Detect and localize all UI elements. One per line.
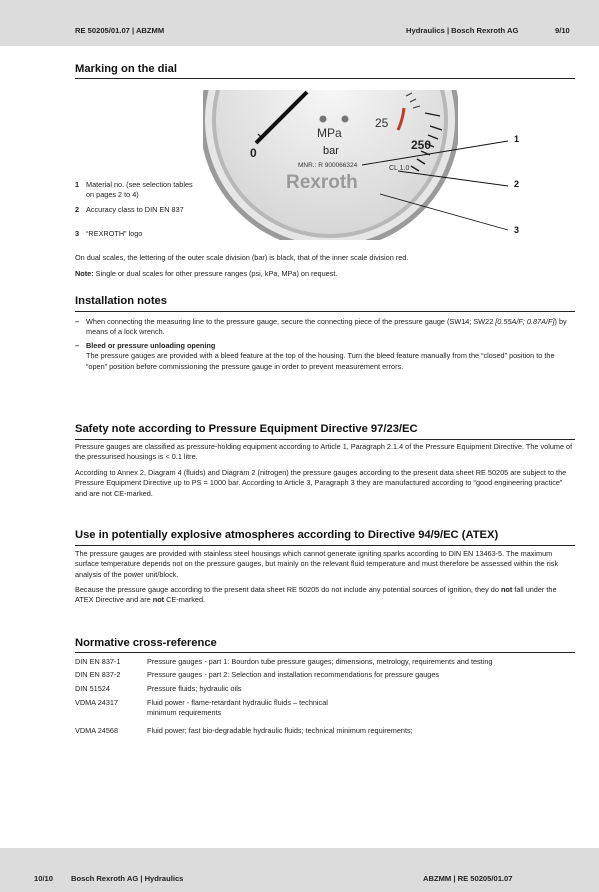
- section-title-safety: Safety note according to Pressure Equipment Directive 97/23/EC: [75, 423, 418, 435]
- installation-text-italic: [0.55A/F; 0.87A/F]: [495, 317, 555, 326]
- installation-item-text: [86, 317, 577, 338]
- atex-paragraph-1: The pressure gauges are provided with stainless steel housings which cannot generate igniting sparks according to DIN EN 13463-5. The maximum surface temperature depends not on the pressure gauges, but mainly on the relevant fluid temperature and must therefore be assessed within the risk analysis of the power unit/block.: [75, 549, 559, 579]
- gauge-scale-outer-max: 250: [411, 138, 432, 152]
- reference-description: Pressure gauges - part 1: Bourdon tube pressure gauges; dimensions, metrology, requirements and testing: [147, 657, 493, 666]
- dual-scale-paragraph: On dual scales, the lettering of the outer scale division (bar) is black, that of the inner scale division red.: [75, 253, 409, 262]
- installation-item: [75, 341, 577, 372]
- reference-code: DIN 51524: [75, 684, 110, 693]
- installation-text-b: ) by means of a lock wrench.: [86, 317, 567, 337]
- reference-row: [75, 684, 577, 695]
- gauge-accuracy-class: CL 1.0: [389, 165, 410, 172]
- gauge-unit-bar: bar: [323, 145, 339, 157]
- footer-page-number: 10/10: [34, 874, 54, 883]
- gauge-unit-mpa: MPa: [317, 126, 342, 140]
- safety-paragraph-1: Pressure gauges are classified as pressure-holding equipment according to Article 1, Paragraph 2.1.4 of the Pressure Equipment Directive. The volume of the pressurised housings is < 0.1 litre.: [75, 442, 573, 462]
- list-dash: –: [75, 317, 80, 326]
- legend-number: 2: [75, 205, 80, 214]
- reference-code: VDMA 24317: [75, 698, 118, 707]
- legend-number: 1: [75, 180, 80, 189]
- callout-3: 3: [514, 225, 520, 235]
- bleed-text: The pressure gauges are provided with a bleed feature at the top of the housing. Turn the bleed feature manually from the “closed” position to the “open” position before commissioning the pressure gauge in order to prevent measurement errors.: [86, 351, 555, 371]
- section-title-installation: Installation notes: [75, 295, 167, 307]
- installation-text-a: When connecting the measuring line to the pressure gauge, secure the connecting piece of the pressure gauge (SW14; SW22: [86, 317, 496, 326]
- legend-number: 3: [75, 229, 80, 238]
- dial-face: [216, 6, 444, 234]
- reference-description: Fluid power; fast bio-degradable hydraulic fluids; technical minimum requirements;: [147, 726, 413, 735]
- header-page-number: 9/10: [555, 26, 570, 35]
- reference-row: [75, 670, 577, 681]
- gauge-scale-zero: 0: [250, 146, 257, 160]
- bleed-title: Bleed or pressure unloading opening: [86, 341, 216, 350]
- gauge-illustration: [0, 0, 599, 260]
- footer-band: [0, 848, 599, 892]
- atex-paragraph-2: [75, 585, 575, 606]
- section-title-atex: Use in potentially explosive atmospheres according to Directive 94/9/EC (ATEX): [75, 529, 499, 541]
- legend-text: Accuracy class to DIN EN 837: [86, 205, 184, 214]
- reference-row: [75, 726, 577, 737]
- gauge-scale-inner-max: 25: [375, 116, 389, 130]
- rexroth-logo: Rexroth: [286, 172, 358, 193]
- legend-item: [75, 229, 200, 239]
- reference-row: [75, 698, 577, 720]
- reference-description: Pressure fluids; hydraulic oils: [147, 684, 242, 693]
- section-rule: [75, 652, 575, 653]
- header-doc-code: RE 50205/01.07 | ABZMM: [75, 26, 165, 35]
- legend-item: [75, 205, 200, 215]
- note-label: Note:: [75, 269, 94, 278]
- section-rule: [75, 545, 575, 546]
- note-text: Single or dual scales for other pressure ranges (psi, kPa, MPa) on request.: [93, 269, 338, 278]
- gauge-material-no: MNR.: R 900066324: [298, 162, 358, 169]
- section-title-dial: Marking on the dial: [75, 63, 177, 75]
- legend-text: “REXROTH” logo: [86, 229, 143, 238]
- reference-row: [75, 657, 577, 668]
- header-company: Hydraulics | Bosch Rexroth AG: [406, 26, 519, 35]
- safety-paragraph-2: According to Annex 2, Diagram 4 (fluids) and Diagram 2 (nitrogen) the pressure gauges according to the present data sheet RE 50205 are subject to the Pressure Equipment Directive up to PS = 1000 bar. According to Article 3, Paragraph 3 they are manufactured according to “good engineering practice” and are not CE-marked.: [75, 468, 567, 498]
- installation-item-body: [86, 341, 577, 372]
- reference-description: Fluid power - flame-retardant hydraulic fluids – technical minimum requirements: [147, 698, 328, 718]
- reference-code: DIN EN 837-1: [75, 657, 121, 666]
- atex-emphasis: not: [500, 585, 513, 594]
- note-paragraph: [75, 269, 575, 279]
- atex-text-c: CE-marked.: [164, 595, 206, 605]
- reference-code: VDMA 24568: [75, 726, 118, 735]
- callout-2: 2: [514, 179, 520, 189]
- callout-1: 1: [514, 134, 520, 144]
- footer-company: Bosch Rexroth AG | Hydraulics: [71, 874, 184, 883]
- legend-text: Material no. (see selection tables on pages 2 to 4): [86, 180, 193, 200]
- atex-text-b: fall under the ATEX Directive and are: [75, 585, 557, 605]
- section-rule: [75, 439, 575, 440]
- footer-doc-code: ABZMM | RE 50205/01.07: [423, 874, 513, 883]
- legend-item: [75, 180, 200, 201]
- list-dash: –: [75, 341, 80, 350]
- section-rule: [75, 311, 575, 312]
- reference-code: DIN EN 837-2: [75, 670, 121, 679]
- reference-description: Pressure gauges - part 2: Selection and installation recommendations for pressure gauges: [147, 670, 440, 679]
- installation-item: [75, 317, 577, 338]
- atex-text-a: Because the pressure gauge according to the present data sheet RE 50205 do not include any potential sources of ignition, they do: [75, 585, 501, 594]
- atex-emphasis: not: [152, 595, 165, 605]
- section-title-normative: Normative cross-reference: [75, 637, 217, 649]
